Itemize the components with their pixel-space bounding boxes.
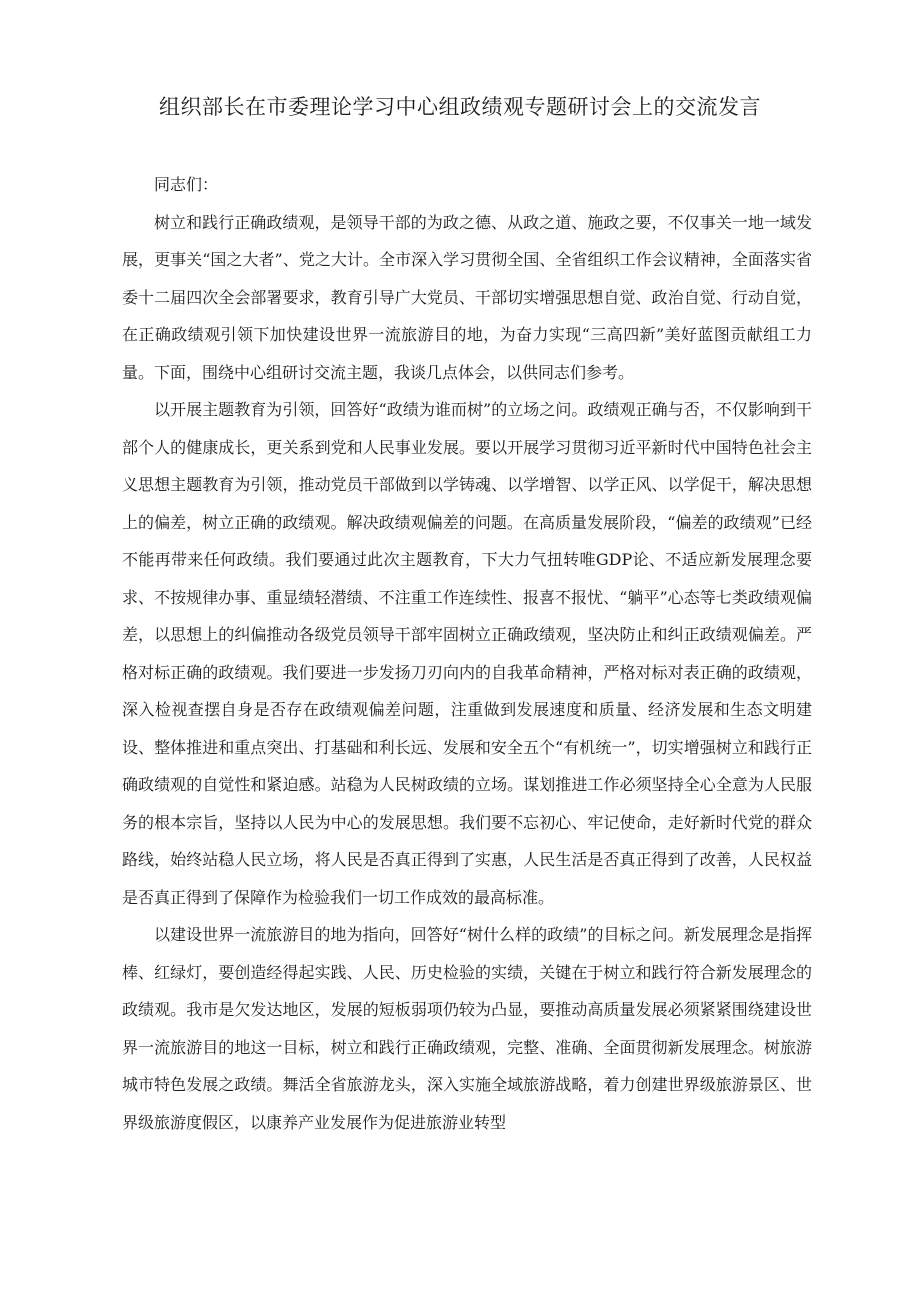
paragraph-section-1: 以开展主题教育为引领，回答好“政绩为谁而树”的立场之问。政绩观正确与否，不仅影响到干部个人的健康成长，更关系到党和人民事业发展。要以开展学习贯彻习近平新时代中国特色社会主义思想主题教育为引领，推动党员干部做到以学铸魂、以学增智、以学正风、以学促干，解决思想上的偏差，树立正确的政绩观。解决政绩观偏差的问题。在高质量发展阶段，“偏差的政绩观”已经不能再带来任何政绩。我们要通过此次主题教育，下大力气扭转唯GDP论、不适应新发展理念要求、不按规律办事、重显绩轻潜绩、不注重工作连续性、报喜不报忧、“躺平”心态等七类政绩观偏差，以思想上的纠偏推动各级党员领导干部牢固树立正确政绩观，坚决防止和纠正政绩观偏差。严格对标正确的政绩观。我们要进一步发扬刀刃向内的自我革命精神，严格对标对表正确的政绩观，深入检视查摆自身是否存在政绩观偏差问题，注重做到发展速度和质量、经济发展和生态文明建设、整体推进和重点突出、打基础和利长远、发展和安全五个“有机统一”，切实增强树立和践行正确政绩观的自觉性和紧迫感。站稳为人民树政绩的立场。谋划推进工作必须坚持全心全意为人民服务的根本宗旨，坚持以人民为中心的发展思想。我们要不忘初心、牢记使命，走好新时代党的群众路线，始终站稳人民立场，将人民是否真正得到了实惠，人民生活是否真正得到了改善，人民权益是否真正得到了保障作为检验我们一切工作成效的最高标准。 <box>122 400 812 907</box>
paragraph-intro: 树立和践行正确政绩观，是领导干部的为政之德、从政之道、施政之要，不仅事关一地一域发展，更事关“国之大者”、党之大计。全市深入学习贯彻全国、全省组织工作会议精神，全面落实省委十二届四次全会部署要求，教育引导广大党员、干部切实增强思想自觉、政治自觉、行动自觉，在正确政绩观引领下加快建设世界一流旅游目的地，为奋力实现“三高四新”美好蓝图贡献组工力量。下面，围绕中心组研讨交流主题，我谈几点体会，以供同志们参考。 <box>122 212 812 382</box>
document-body <box>122 166 812 1141</box>
greeting: 同志们： <box>154 175 219 194</box>
document-title: 组织部长在市委理论学习中心组政绩观专题研讨会上的交流发言 <box>159 95 761 119</box>
paragraph-section-2: 以建设世界一流旅游目的地为指向，回答好“树什么样的政绩”的目标之问。新发展理念是指挥棒、红绿灯，要创造经得起实践、人民、历史检验的实绩，关键在于树立和践行符合新发展理念的政绩观。我市是欠发达地区，发展的短板弱项仍较为凸显，要推动高质量发展必须紧紧围绕建设世界一流旅游目的地这一目标，树立和践行正确政绩观，完整、准确、全面贯彻新发展理念。树旅游城市特色发展之政绩。舞活全省旅游龙头，深入实施全域旅游战略，着力创建世界级旅游景区、世界级旅游度假区，以康养产业发展作为促进旅游业转型 <box>122 925 812 1132</box>
